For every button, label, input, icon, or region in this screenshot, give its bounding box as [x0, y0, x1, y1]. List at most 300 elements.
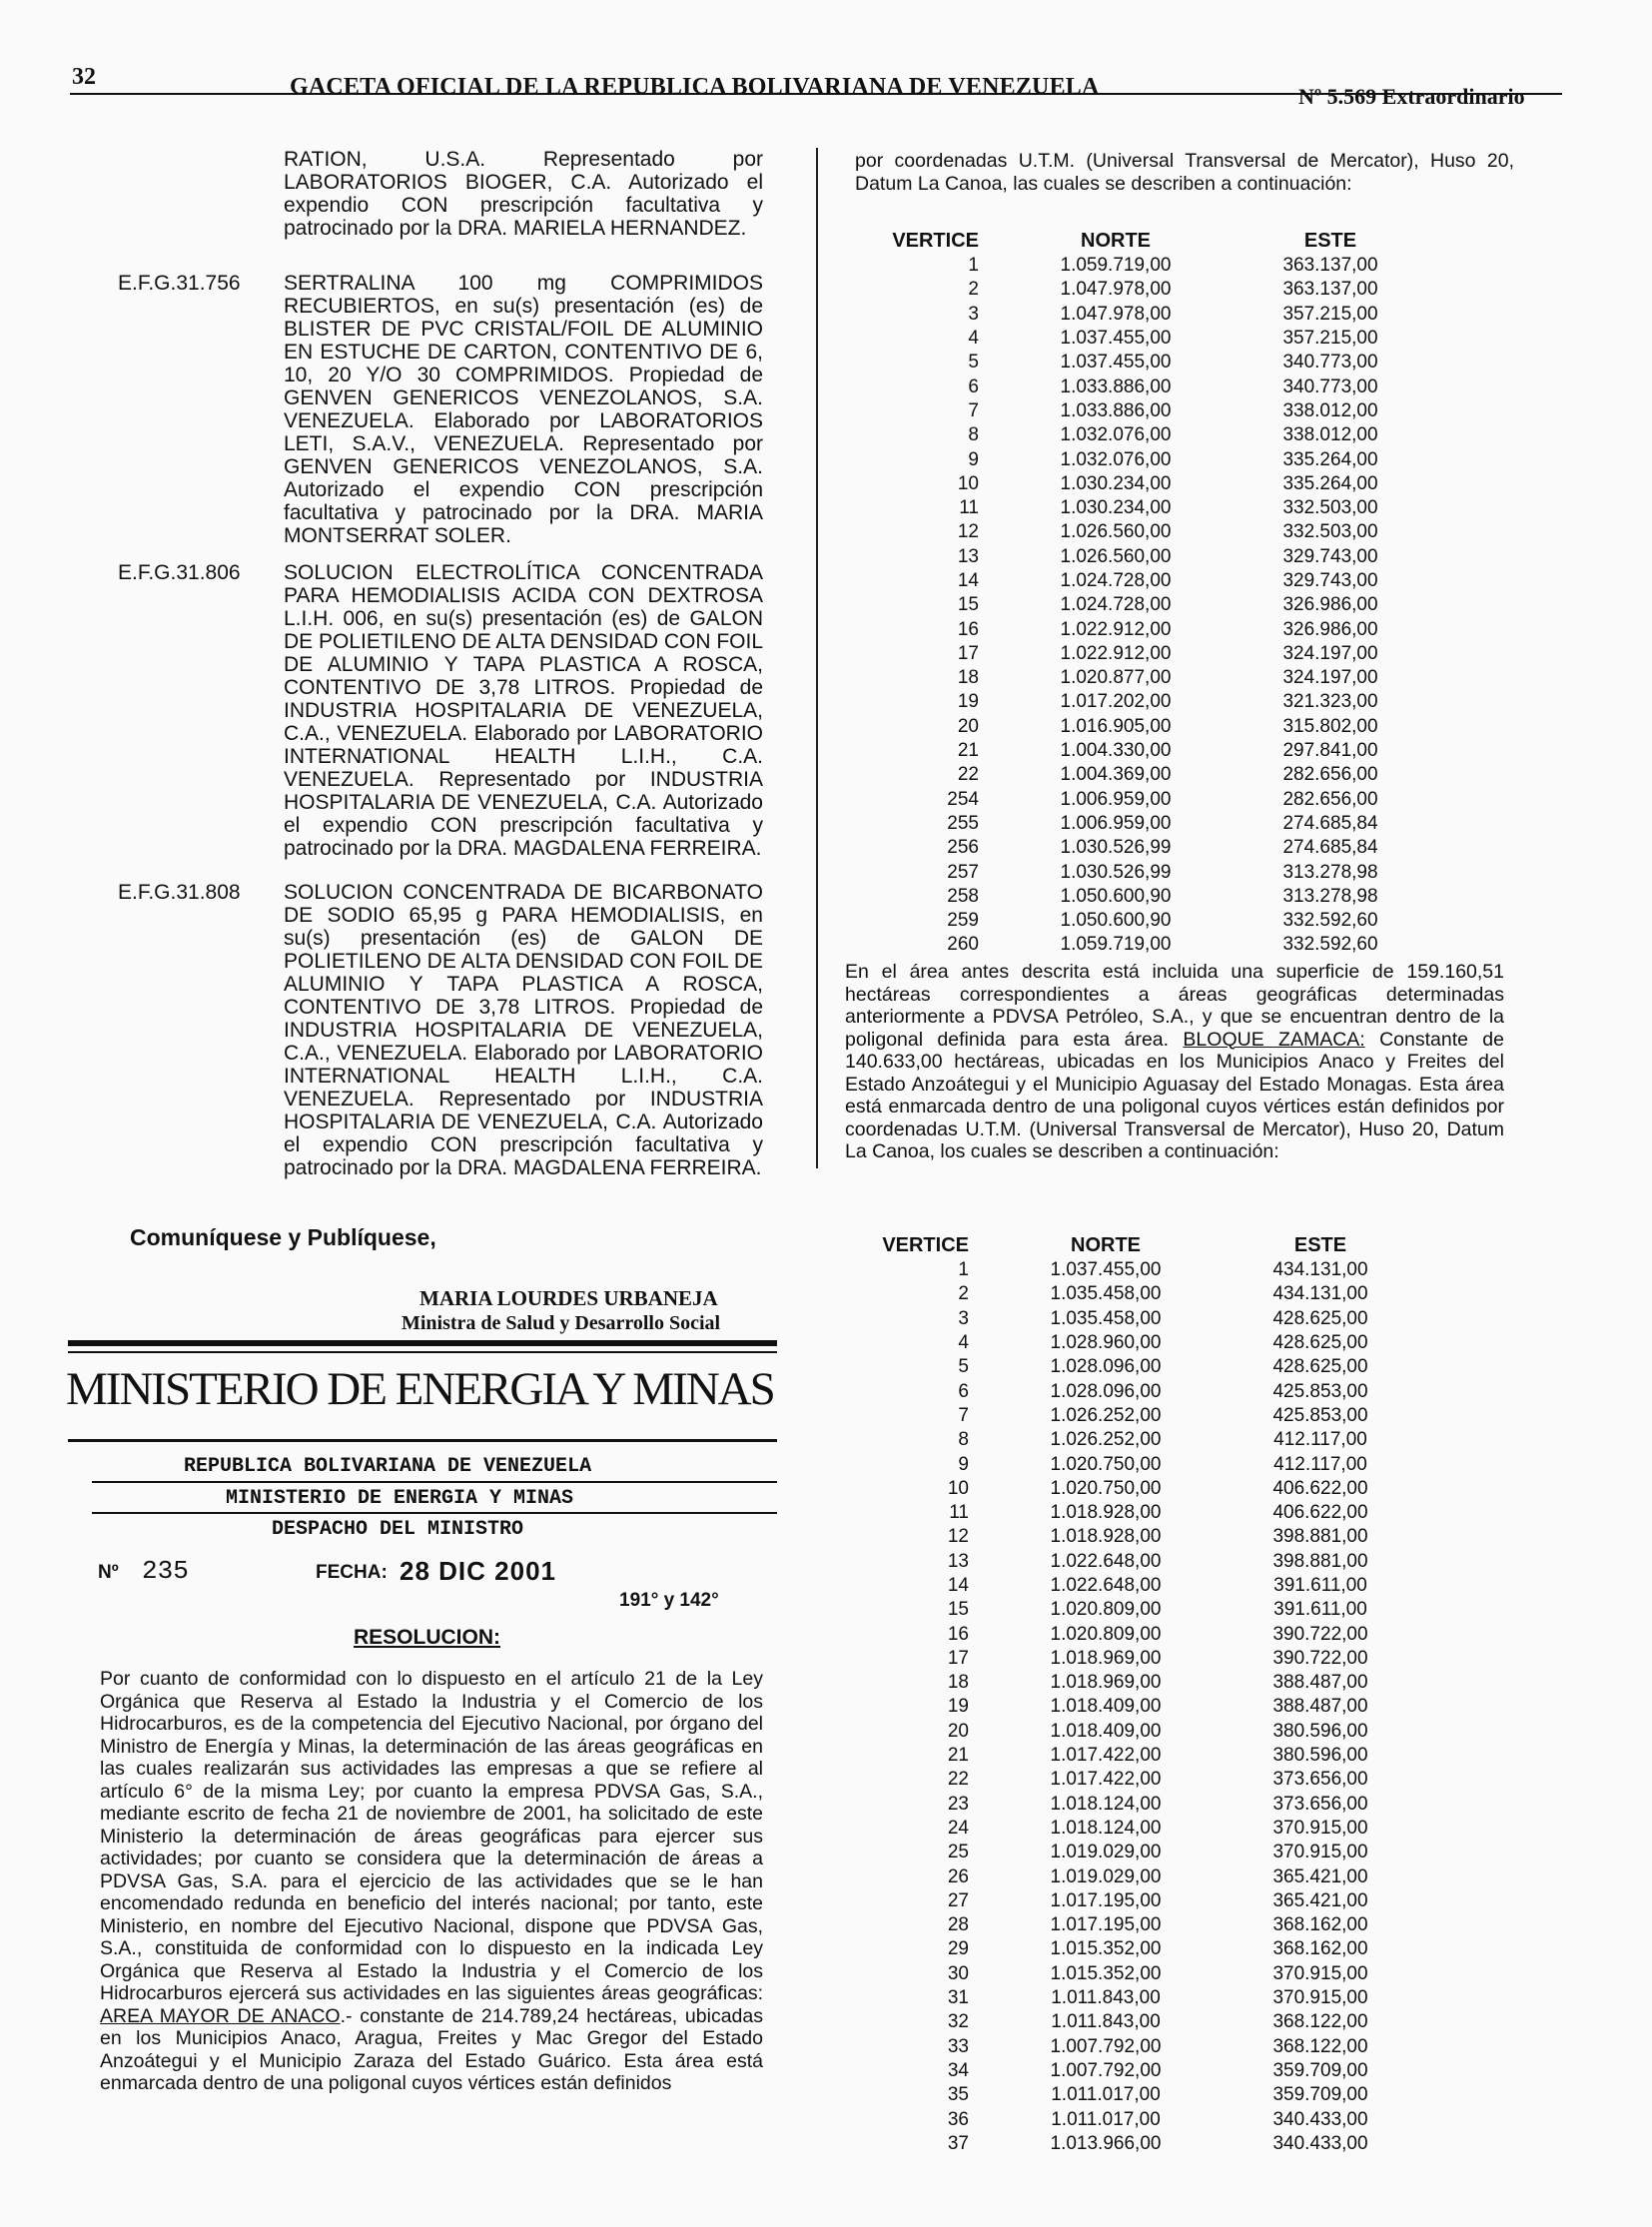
norte-cell: 1.018.928,00	[1050, 1526, 1162, 1548]
este-cell: 324.197,00	[1282, 667, 1378, 689]
table-row	[849, 836, 1430, 860]
col-norte: NORTE	[1071, 1233, 1141, 1256]
table-row	[849, 690, 1430, 714]
vertice-cell: 4	[958, 1332, 969, 1354]
norte-cell: 1.033.886,00	[1060, 375, 1172, 397]
este-cell: 388.487,00	[1272, 1672, 1368, 1694]
este-cell: 329.743,00	[1282, 545, 1378, 567]
este-cell: 329.743,00	[1282, 570, 1378, 591]
table-body	[849, 254, 1430, 958]
vertice-cell: 34	[947, 2059, 969, 2081]
este-cell: 380.596,00	[1272, 1745, 1368, 1767]
vertice-cell: 12	[957, 521, 979, 543]
este-cell: 332.503,00	[1282, 521, 1378, 543]
norte-cell: 1.015.352,00	[1050, 1962, 1162, 1984]
norte-cell: 1.024.728,00	[1060, 570, 1172, 591]
vertice-cell: 256	[947, 837, 979, 859]
vertice-cell: 4	[968, 328, 979, 350]
este-cell: 357.215,00	[1282, 328, 1378, 350]
norte-cell: 1.022.648,00	[1050, 1575, 1162, 1596]
resolution-body: Por cuanto de conformidad con lo dispuesto en el artículo 21 de la Ley Orgánica que Reserva al Estado la Industria y el Comercio de los Hidrocarburos, es de la competencia del Ejecutivo Nacional, por órgano del Ministro de Energía y Minas, la determinación de las áreas geográficas en las cuales realizarán sus actividades las empresas a que se refiere al artículo 6° de la misma Ley; por cuanto la empresa PDVSA Gas, S.A., mediante escrito de fecha 21 de noviembre de 2001, ha solicitado de este Ministerio la determinación de áreas geográficas para ejercer sus actividades; por cuanto se considera que la determinación de áreas a PDVSA Gas, S.A. para el ejercicio de las actividades que se le han encomendado redunda en beneficio del interés nacional; por tanto, este Ministerio, en nombre del Ejecutivo Nacional, dispone que PDVSA Gas, S.A., constituida de conformidad con lo dispuesto en la indicada Ley Orgánica que Reserva al Estado la Industria y el Comercio de los Hidrocarburos ejercerá sus actividades en las siguientes áreas geográficas:	[100, 1668, 763, 2004]
vertice-cell: 26	[947, 1865, 969, 1887]
norte-cell: 1.032.076,00	[1060, 424, 1172, 446]
vertice-cell: 8	[958, 1429, 969, 1451]
table-row	[849, 715, 1430, 739]
table-row	[839, 1452, 1420, 1476]
table-row	[839, 2107, 1420, 2131]
norte-cell: 1.024.728,00	[1060, 594, 1172, 616]
vertice-cell: 15	[947, 1599, 969, 1621]
norte-cell: 1.030.234,00	[1060, 497, 1172, 519]
block-label: BLOQUE ZAMACA:	[1183, 1028, 1365, 1051]
date-value: 28 DIC 2001	[400, 1556, 556, 1586]
table-row	[849, 788, 1430, 812]
table-row	[849, 617, 1430, 641]
norte-cell: 1.059.719,00	[1060, 934, 1172, 956]
table-row	[839, 1525, 1420, 1549]
vertice-cell: 32	[947, 2011, 969, 2033]
table-row	[839, 2132, 1420, 2156]
vertice-cell: 33	[947, 2035, 969, 2057]
norte-cell: 1.028.096,00	[1050, 1356, 1162, 1378]
vertice-cell: 258	[947, 885, 979, 907]
entry-text: SOLUCION ELECTROLÍTICA CONCENTRADA PARA HEMODIALISIS ACIDA CON DEXTROSA L.I.H. 006, en su(s) presentación (es) de GALON DE POLIETILENO DE ALTA DENSIDAD CON FOIL DE ALUMINIO Y TAPA PLASTICA A ROSCA, CONTENTIVO DE 3,78 LITROS. Propiedad de INDUSTRIA HOSPITALARIA DE VENEZUELA, C.A., VENEZUELA. Elaborado por LABORATORIO INTERNATIONAL HEALTH L.I.H., C.A. VENEZUELA. Representado por INDUSTRIA HOSPITALARIA DE VENEZUELA, C.A. Autorizado el expendio CON prescripción facultativa y patrocinado por la DRA. MAGDALENA FERREIRA.	[284, 561, 764, 860]
norte-cell: 1.017.195,00	[1050, 1914, 1162, 1936]
ministry-heading: MINISTERIO DE ENERGIA Y MINAS	[226, 1487, 574, 1510]
table-row	[839, 1986, 1420, 2010]
coordinates-table-1	[849, 228, 1430, 958]
norte-cell: 1.004.369,00	[1060, 764, 1172, 786]
signatory-name: MARIA LOURDES URBANEJA	[419, 1286, 718, 1310]
este-cell: 313.278,98	[1282, 861, 1378, 883]
este-cell: 373.656,00	[1272, 1769, 1368, 1791]
este-cell: 359.709,00	[1272, 2059, 1368, 2081]
signatory-title: Ministra de Salud y Desarrollo Social	[402, 1312, 721, 1334]
vertice-cell: 13	[947, 1550, 969, 1572]
norte-cell: 1.030.526,99	[1060, 837, 1172, 859]
vertice-cell: 15	[957, 594, 979, 616]
norte-cell: 1.047.978,00	[1060, 303, 1172, 325]
table-row	[849, 327, 1430, 351]
table-row	[839, 1282, 1420, 1306]
este-cell: 315.802,00	[1282, 715, 1378, 737]
vertice-cell: 21	[957, 740, 979, 762]
vertice-cell: 28	[947, 1914, 969, 1936]
este-cell: 363.137,00	[1282, 255, 1378, 277]
header-rule	[70, 93, 1562, 95]
vertice-cell: 254	[947, 788, 979, 810]
col-vertice: VERTICE	[892, 229, 979, 252]
norte-cell: 1.019.029,00	[1050, 1842, 1162, 1863]
este-cell: 380.596,00	[1272, 1720, 1368, 1742]
norte-cell: 1.028.096,00	[1050, 1380, 1162, 1402]
number-label: Nº	[98, 1562, 119, 1583]
este-cell: 297.841,00	[1282, 740, 1378, 762]
este-cell: 406.622,00	[1272, 1477, 1368, 1499]
norte-cell: 1.020.750,00	[1050, 1453, 1162, 1475]
este-cell: 434.131,00	[1272, 1283, 1368, 1305]
vertice-cell: 14	[957, 570, 979, 591]
este-cell: 368.122,00	[1272, 2011, 1368, 2033]
entry-text: RATION, U.S.A. Representado por LABORATORIOS BIOGER, C.A. Autorizado el expendio CON prescripción facultativa y patrocinado por la DRA. MARIELA HERNANDEZ.	[284, 148, 763, 240]
este-cell: 321.323,00	[1282, 691, 1378, 713]
table-row	[839, 1841, 1420, 1864]
table-row	[839, 1258, 1420, 1282]
norte-cell: 1.017.202,00	[1060, 691, 1172, 713]
vertice-cell: 2	[958, 1283, 969, 1305]
vertice-cell: 11	[949, 1502, 969, 1524]
table-row	[849, 520, 1430, 544]
norte-cell: 1.017.422,00	[1050, 1745, 1162, 1767]
vertice-cell: 37	[947, 2132, 969, 2154]
table-row	[839, 2083, 1420, 2107]
vertice-cell: 9	[968, 448, 979, 470]
table-row	[849, 569, 1430, 593]
ministry-banner: MINISTERIO DE ENERGIA Y MINAS	[66, 1363, 774, 1415]
table-row	[849, 739, 1430, 763]
este-cell: 338.012,00	[1282, 399, 1378, 421]
este-cell: 388.487,00	[1272, 1696, 1368, 1718]
norte-cell: 1.037.455,00	[1060, 352, 1172, 373]
vertice-cell: 23	[947, 1793, 969, 1815]
table-row	[839, 1817, 1420, 1841]
vertice-cell: 20	[957, 715, 979, 737]
este-cell: 274.685,84	[1282, 837, 1378, 859]
vertice-cell: 16	[947, 1623, 969, 1645]
este-cell: 370.915,00	[1272, 1842, 1368, 1863]
norte-cell: 1.007.792,00	[1050, 2059, 1162, 2081]
table-row	[839, 1355, 1420, 1379]
vertice-cell: 255	[947, 812, 979, 834]
norte-cell: 1.026.252,00	[1050, 1429, 1162, 1451]
vertice-cell: 1	[958, 1259, 969, 1281]
norte-cell: 1.011.017,00	[1051, 2084, 1161, 2106]
table-row	[849, 399, 1430, 423]
paragraph-pre: En el área antes descrita está incluida una superficie de 159.160,51 hectáreas correspondientes a áreas geográficas determinadas anteriormente a PDVSA Petróleo, S.A., y que se encuentran dentro de la poligonal definida para esta área.	[845, 961, 1504, 1051]
este-cell: 359.709,00	[1272, 2084, 1368, 2106]
vertice-cell: 14	[947, 1575, 969, 1596]
col-norte: NORTE	[1081, 229, 1151, 252]
este-cell: 340.773,00	[1282, 352, 1378, 373]
intro-text: por coordenadas U.T.M. (Universal Transversal de Mercator), Huso 20, Datum La Canoa, las cuales se describen a continuación:	[855, 150, 1514, 195]
norte-cell: 1.020.750,00	[1050, 1477, 1162, 1499]
table-row	[849, 545, 1430, 569]
table-row	[839, 2059, 1420, 2083]
table-row	[849, 496, 1430, 520]
table-row	[839, 1331, 1420, 1355]
este-cell: 425.853,00	[1272, 1404, 1368, 1426]
norte-cell: 1.016.905,00	[1060, 715, 1172, 737]
vertice-cell: 11	[959, 497, 979, 519]
este-cell: 313.278,98	[1282, 885, 1378, 907]
norte-cell: 1.018.124,00	[1050, 1793, 1162, 1815]
vertice-cell: 31	[947, 1987, 969, 2009]
table-row	[839, 1574, 1420, 1598]
norte-cell: 1.006.959,00	[1060, 812, 1172, 834]
table-row	[839, 1598, 1420, 1622]
vertice-cell: 21	[947, 1745, 969, 1767]
este-cell: 428.625,00	[1272, 1332, 1368, 1354]
este-cell: 434.131,00	[1272, 1259, 1368, 1281]
resolution-title: RESOLUCION:	[354, 1626, 500, 1649]
entry-text: SOLUCION CONCENTRADA DE BICARBONATO DE SODIO 65,95 g PARA HEMODIALISIS, en su(s) presentación (es) de GALON DE POLIETILENO DE ALTA DENSIDAD CON FOIL DE ALUMINIO Y TAPA PLASTICA A ROSCA, CONTENTIVO DE 3,78 LITROS. Propiedad de INDUSTRIA HOSPITALARIA DE VENEZUELA, C.A., VENEZUELA. Elaborado por LABORATORIO INTERNATIONAL HEALTH L.I.H., C.A. VENEZUELA. Representado por INDUSTRIA HOSPITALARIA DE VENEZUELA, C.A. Autorizado el expendio CON prescripción facultativa y patrocinado por la DRA. MAGDALENA FERREIRA.	[284, 881, 763, 1179]
table-row	[839, 1622, 1420, 1646]
norte-cell: 1.018.409,00	[1050, 1696, 1162, 1718]
col-vertice: VERTICE	[882, 1233, 969, 1256]
table-row	[849, 666, 1430, 690]
este-cell: 390.722,00	[1272, 1647, 1368, 1669]
norte-cell: 1.018.409,00	[1050, 1720, 1162, 1742]
este-cell: 324.197,00	[1282, 642, 1378, 664]
este-cell: 363.137,00	[1282, 279, 1378, 301]
table-row	[839, 1889, 1420, 1913]
vertice-cell: 5	[958, 1356, 969, 1378]
norte-cell: 1.006.959,00	[1060, 788, 1172, 810]
vertice-cell: 8	[968, 424, 979, 446]
table-row	[849, 909, 1430, 933]
table-row	[849, 254, 1430, 278]
vertice-cell: 29	[947, 1938, 969, 1960]
norte-cell: 1.011.843,00	[1051, 2011, 1161, 2033]
heading-rule	[92, 1512, 777, 1514]
number-value: 235	[142, 1556, 189, 1586]
office-heading: DESPACHO DEL MINISTRO	[272, 1518, 524, 1541]
table-row	[849, 812, 1430, 836]
vertice-cell: 259	[947, 910, 979, 932]
vertice-cell: 25	[947, 1842, 969, 1863]
este-cell: 332.503,00	[1282, 497, 1378, 519]
rule-thin	[68, 1351, 777, 1353]
este-cell: 357.215,00	[1282, 303, 1378, 325]
norte-cell: 1.017.195,00	[1050, 1889, 1162, 1911]
norte-cell: 1.020.809,00	[1050, 1599, 1162, 1621]
norte-cell: 1.019.029,00	[1050, 1865, 1162, 1887]
vertice-cell: 24	[947, 1817, 969, 1839]
vertice-cell: 7	[958, 1404, 969, 1426]
vertice-cell: 19	[957, 691, 979, 713]
vertice-cell: 17	[957, 642, 979, 664]
este-cell: 332.592,60	[1282, 910, 1378, 932]
heading-rule	[92, 1481, 777, 1483]
este-cell: 368.162,00	[1272, 1938, 1368, 1960]
este-cell: 368.122,00	[1272, 2035, 1368, 2057]
vertice-cell: 5	[968, 352, 979, 373]
este-cell: 428.625,00	[1272, 1307, 1368, 1329]
vertice-cell: 12	[947, 1526, 969, 1548]
vertice-cell: 260	[947, 934, 979, 956]
norte-cell: 1.020.809,00	[1050, 1623, 1162, 1645]
este-cell: 340.773,00	[1282, 375, 1378, 397]
issue-number: Nº 5.569 Extraordinario	[1298, 84, 1525, 109]
norte-cell: 1.035.458,00	[1050, 1283, 1162, 1305]
table-body	[839, 1258, 1420, 2156]
table-row	[839, 1404, 1420, 1428]
norte-cell: 1.050.600,90	[1060, 885, 1172, 907]
este-cell: 365.421,00	[1272, 1889, 1368, 1911]
norte-cell: 1.022.912,00	[1060, 618, 1172, 640]
norte-cell: 1.007.792,00	[1050, 2035, 1162, 2057]
table-row	[839, 1307, 1420, 1331]
table-row	[839, 1477, 1420, 1501]
area-label: AREA MAYOR DE ANACO	[100, 2004, 341, 2027]
este-cell: 412.117,00	[1273, 1453, 1367, 1475]
table-row	[839, 1428, 1420, 1452]
norte-cell: 1.018.928,00	[1050, 1502, 1162, 1524]
table-row	[849, 933, 1430, 957]
table-row	[839, 2035, 1420, 2059]
years: 191° y 142°	[619, 1590, 719, 1611]
vertice-cell: 10	[957, 472, 979, 494]
vertice-cell: 18	[957, 667, 979, 689]
vertice-cell: 36	[947, 2108, 969, 2130]
vertice-cell: 2	[968, 279, 979, 301]
norte-cell: 1.013.966,00	[1050, 2132, 1162, 2154]
norte-cell: 1.018.969,00	[1050, 1647, 1162, 1669]
table-row	[839, 1671, 1420, 1695]
table-row	[839, 1937, 1420, 1961]
este-cell: 340.433,00	[1272, 2132, 1368, 2154]
table-row	[849, 860, 1430, 884]
table-row	[849, 885, 1430, 909]
norte-cell: 1.050.600,90	[1060, 910, 1172, 932]
vertice-cell: 6	[958, 1380, 969, 1402]
este-cell: 365.421,00	[1272, 1865, 1368, 1887]
vertice-cell: 22	[947, 1769, 969, 1791]
page-number: 32	[72, 64, 96, 90]
vertice-cell: 13	[957, 545, 979, 567]
este-cell: 370.915,00	[1272, 1987, 1368, 2009]
table-row	[849, 763, 1430, 787]
entry-code: E.F.G.31.808	[118, 881, 241, 904]
area-description: .- constante de 214.789,24 hectáreas, ubicadas en los Municipios Anaco, Aragua, Freites y Mac Gregor del Estado Anzoátegui y el Municipio Zaraza del Estado Guárico. Esta área está enmarcada dentro de una poligonal cuyos vértices están definidos	[100, 2004, 763, 2094]
rule-thick	[68, 1340, 777, 1346]
vertice-cell: 257	[947, 861, 979, 883]
norte-cell: 1.030.234,00	[1060, 472, 1172, 494]
este-cell: 398.881,00	[1272, 1550, 1368, 1572]
table-row	[839, 1695, 1420, 1719]
norte-cell: 1.026.252,00	[1050, 1404, 1162, 1426]
vertice-cell: 17	[947, 1647, 969, 1669]
este-cell: 370.915,00	[1272, 1962, 1368, 1984]
closing-formula: Comuníquese y Publíquese,	[130, 1224, 436, 1250]
table-row	[839, 1744, 1420, 1768]
norte-cell: 1.022.648,00	[1050, 1550, 1162, 1572]
vertice-cell: 20	[947, 1720, 969, 1742]
norte-cell: 1.030.526,99	[1060, 861, 1172, 883]
este-cell: 391.611,00	[1273, 1599, 1367, 1621]
norte-cell: 1.026.560,00	[1060, 521, 1172, 543]
table-row	[849, 303, 1430, 327]
table-row	[839, 1864, 1420, 1888]
este-cell: 326.986,00	[1282, 594, 1378, 616]
table-row	[849, 642, 1430, 666]
vertice-cell: 1	[968, 255, 979, 277]
norte-cell: 1.004.330,00	[1060, 740, 1172, 762]
este-cell: 338.012,00	[1282, 424, 1378, 446]
table-row	[839, 1501, 1420, 1525]
table-row	[839, 1720, 1420, 1744]
entry-code: E.F.G.31.806	[118, 561, 241, 584]
paragraph-post: Constante de 140.633,00 hectáreas, ubicadas en los Municipios Anaco y Freites del Estado Anzoátegui y el Municipio Aguasay del Estado Monagas. Esta área está enmarcada dentro de una poligonal cuyos vértices están definidos por coordenadas U.T.M. (Universal Transversal de Mercator), Huso 20, Datum La Canoa, los cuales se describen a continuación:	[845, 1028, 1504, 1162]
gazette-title: GACETA OFICIAL DE LA REPUBLICA BOLIVARIANA DE VENEZUELA	[290, 74, 1100, 100]
este-cell: 282.656,00	[1282, 788, 1378, 810]
resolution-text	[100, 1668, 763, 2095]
este-cell: 412.117,00	[1273, 1429, 1367, 1451]
vertice-cell: 16	[957, 618, 979, 640]
vertice-cell: 27	[947, 1889, 969, 1911]
vertice-cell: 35	[947, 2084, 969, 2106]
este-cell: 332.592,60	[1282, 934, 1378, 956]
table-row	[839, 1793, 1420, 1817]
norte-cell: 1.011.843,00	[1051, 1987, 1161, 2009]
vertice-cell: 18	[947, 1672, 969, 1694]
table-row	[839, 1962, 1420, 1986]
norte-cell: 1.028.960,00	[1050, 1332, 1162, 1354]
entry-text: SERTRALINA 100 mg COMPRIMIDOS RECUBIERTOS, en su(s) presentación (es) de BLISTER DE PVC CRISTAL/FOIL DE ALUMINIO EN ESTUCHE DE CARTON, CONTENTIVO DE 6, 10, 20 Y/O 30 COMPRIMIDOS. Propiedad de GENVEN GENERICOS VENEZOLANOS, S.A. VENEZUELA. Elaborado por LABORATORIOS LETI, S.A.V., VENEZUELA. Representado por GENVEN GENERICOS VENEZOLANOS, S.A. Autorizado el expendio CON prescripción facultativa y patrocinado por la DRA. MARIA MONTSERRAT SOLER.	[284, 272, 763, 547]
vertice-cell: 3	[958, 1307, 969, 1329]
table-row	[849, 278, 1430, 302]
este-cell: 326.986,00	[1282, 618, 1378, 640]
table-row	[849, 374, 1430, 398]
este-cell: 391.611,00	[1273, 1575, 1367, 1596]
vertice-cell: 19	[947, 1696, 969, 1718]
col-este: ESTE	[1303, 229, 1357, 252]
table-row	[839, 1379, 1420, 1403]
este-cell: 398.881,00	[1272, 1526, 1368, 1548]
table-row	[839, 1647, 1420, 1671]
coordinates-table-2	[839, 1232, 1420, 2156]
este-cell: 428.625,00	[1272, 1356, 1368, 1378]
vertice-cell: 9	[958, 1453, 969, 1475]
table-row	[849, 423, 1430, 447]
table-row	[849, 593, 1430, 617]
vertice-cell: 10	[947, 1477, 969, 1499]
norte-cell: 1.018.969,00	[1050, 1672, 1162, 1694]
vertice-cell: 30	[947, 1962, 969, 1984]
table-row	[839, 1913, 1420, 1937]
norte-cell: 1.059.719,00	[1060, 255, 1172, 277]
este-cell: 340.433,00	[1272, 2108, 1368, 2130]
este-cell: 368.162,00	[1272, 1914, 1368, 1936]
col-este: ESTE	[1293, 1233, 1347, 1256]
vertice-cell: 3	[968, 303, 979, 325]
norte-cell: 1.037.455,00	[1050, 1259, 1162, 1281]
rule-bottom	[68, 1439, 777, 1442]
vertice-cell: 6	[968, 375, 979, 397]
table-row	[839, 1768, 1420, 1792]
republic-heading: REPUBLICA BOLIVARIANA DE VENEZUELA	[184, 1455, 592, 1478]
este-cell: 282.656,00	[1282, 764, 1378, 786]
table-row	[849, 447, 1430, 471]
este-cell: 370.915,00	[1272, 1817, 1368, 1839]
este-cell: 373.656,00	[1272, 1793, 1368, 1815]
norte-cell: 1.033.886,00	[1060, 399, 1172, 421]
norte-cell: 1.018.124,00	[1050, 1817, 1162, 1839]
vertice-cell: 7	[968, 399, 979, 421]
table-row	[849, 351, 1430, 374]
norte-cell: 1.037.455,00	[1060, 328, 1172, 350]
norte-cell: 1.047.978,00	[1060, 279, 1172, 301]
este-cell: 390.722,00	[1272, 1623, 1368, 1645]
norte-cell: 1.022.912,00	[1060, 642, 1172, 664]
table-row	[849, 472, 1430, 496]
norte-cell: 1.032.076,00	[1060, 448, 1172, 470]
este-cell: 335.264,00	[1282, 448, 1378, 470]
este-cell: 335.264,00	[1282, 472, 1378, 494]
norte-cell: 1.017.422,00	[1050, 1769, 1162, 1791]
table-row	[839, 1550, 1420, 1574]
norte-cell: 1.020.877,00	[1060, 667, 1172, 689]
